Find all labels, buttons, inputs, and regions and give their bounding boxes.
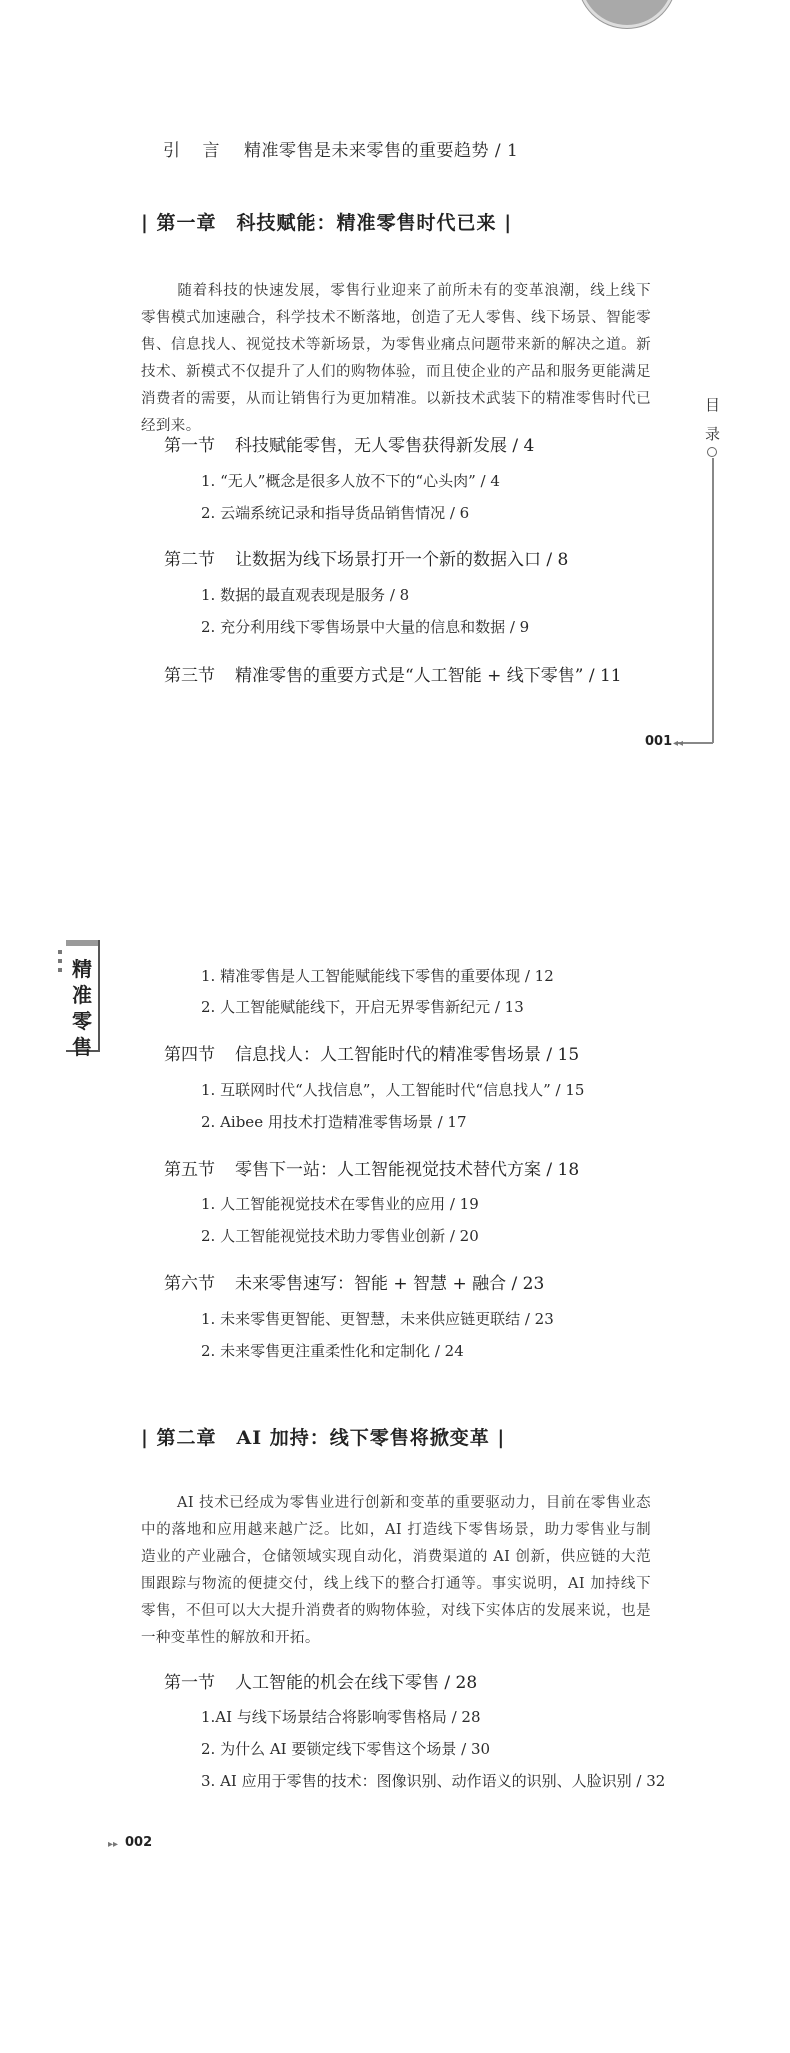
section-1-3[interactable]: 第三节 精准零售的重要方式是“人工智能 + 线下零售” / 11: [164, 666, 622, 686]
item-1-3-2[interactable]: 2. 人工智能赋能线下，开启无界零售新纪元 / 13: [201, 998, 524, 1016]
sidebar-book-title: 精准零售: [72, 957, 92, 1059]
section-1-5[interactable]: 第五节 零售下一站：人工智能视觉技术替代方案 / 18: [164, 1160, 580, 1180]
item-1-2-2[interactable]: 2. 充分利用线下零售场景中大量的信息和数据 / 9: [201, 618, 530, 636]
chapter-1-title: 第一章 科技赋能：精准零售时代已来: [156, 212, 497, 234]
intro-label-1: 引: [163, 141, 181, 161]
contents-seal-text: [598, 0, 655, 1]
item-1-5-1[interactable]: 1. 人工智能视觉技术在零售业的应用 / 19: [201, 1195, 479, 1213]
page-number-2: 002: [125, 1835, 153, 1850]
item-1-1-1[interactable]: 1. “无人”概念是很多人放不下的“心头肉” / 4: [201, 472, 500, 490]
item-1-3-1[interactable]: 1. 精准零售是人工智能赋能线下零售的重要体现 / 12: [201, 967, 554, 985]
arrow-left-icon: ◂◂: [673, 738, 684, 749]
item-1-4-2[interactable]: 2. Aibee 用技术打造精准零售场景 / 17: [201, 1113, 467, 1131]
section-1-6[interactable]: 第六节 未来零售速写：智能 + 智慧 + 融合 / 23: [164, 1274, 545, 1294]
item-1-6-1[interactable]: 1. 未来零售更智能、更智慧，未来供应链更联结 / 23: [201, 1310, 554, 1328]
toc-marker-2: 录: [705, 425, 721, 443]
chapter-2-summary: AI 技术已经成为零售业进行创新和变革的重要驱动力，目前在零售业态中的落地和应用越来越广泛。比如，AI 打造线下零售场景，助力零售业与制造业的产业融合，仓储领域实现自动化，消费渠道的 AI 创新，供应链的大范围跟踪与物流的便捷交付，线上线下的整合打通等。事实说明，AI 加持线下零售，不但可以大大提升消费者的购物体验，对线下实体店的发展来说，也是一种变革性的解放和开拓。: [141, 1495, 651, 1646]
toc-marker-1: 目: [705, 396, 721, 414]
item-1-4-1[interactable]: 1. 互联网时代“人找信息”，人工智能时代“信息找人” / 15: [201, 1081, 585, 1099]
contents-seal: [578, 0, 676, 28]
item-1-1-2[interactable]: 2. 云端系统记录和指导货品销售情况 / 6: [201, 504, 470, 522]
item-2-1-2[interactable]: 2. 为什么 AI 要锁定线下零售这个场景 / 30: [201, 1740, 491, 1758]
page-number-1: 001: [645, 734, 673, 749]
toc-line-circle: [707, 447, 717, 457]
sidebar-top-bar: [66, 940, 98, 946]
item-1-6-2[interactable]: 2. 未来零售更注重柔性化和定制化 / 24: [201, 1342, 464, 1360]
intro-title: 精准零售是未来零售的重要趋势 / 1: [244, 141, 519, 161]
chapter-1-heading[interactable]: | 第一章 科技赋能：精准零售时代已来 |: [141, 212, 513, 234]
chapter-2-heading[interactable]: | 第二章 AI 加持：线下零售将掀变革 |: [141, 1427, 506, 1449]
section-1-2[interactable]: 第二节 让数据为线下场景打开一个新的数据入口 / 8: [164, 550, 569, 570]
section-1-1[interactable]: 第一节 科技赋能零售，无人零售获得新发展 / 4: [164, 436, 535, 456]
intro-entry[interactable]: [163, 136, 518, 161]
arrow-right-icon: ▸▸: [108, 1839, 119, 1850]
intro-label-2: 言: [202, 141, 220, 161]
section-2-1[interactable]: 第一节 人工智能的机会在线下零售 / 28: [164, 1673, 478, 1693]
item-2-1-1[interactable]: 1.AI 与线下场景结合将影响零售格局 / 28: [201, 1708, 481, 1726]
chapter-2-title: 第二章 AI 加持：线下零售将掀变革: [156, 1427, 490, 1449]
item-1-5-2[interactable]: 2. 人工智能视觉技术助力零售业创新 / 20: [201, 1227, 479, 1245]
section-1-4[interactable]: 第四节 信息找人：人工智能时代的精准零售场景 / 15: [164, 1045, 580, 1065]
sidebar-dots: [58, 950, 62, 990]
chapter-1-summary: 随着科技的快速发展，零售行业迎来了前所未有的变革浪潮，线上线下零售模式加速融合，科学技术不断落地，创造了无人零售、线下场景、智能零售、信息找人、视觉技术等新场景，为零售业痛点问题带来新的解决之道。新技术、新模式不仅提升了人们的购物体验，而且使企业的产品和服务更能满足消费者的需要，从而让销售行为更加精准。以新技术武装下的精准零售时代已经到来。: [141, 283, 651, 434]
item-1-2-1[interactable]: 1. 数据的最直观表现是服务 / 8: [201, 586, 410, 604]
toc-vertical-line: [712, 458, 714, 743]
item-2-1-3[interactable]: 3. AI 应用于零售的技术：图像识别、动作语义的识别、人脸识别 / 32: [201, 1772, 666, 1790]
